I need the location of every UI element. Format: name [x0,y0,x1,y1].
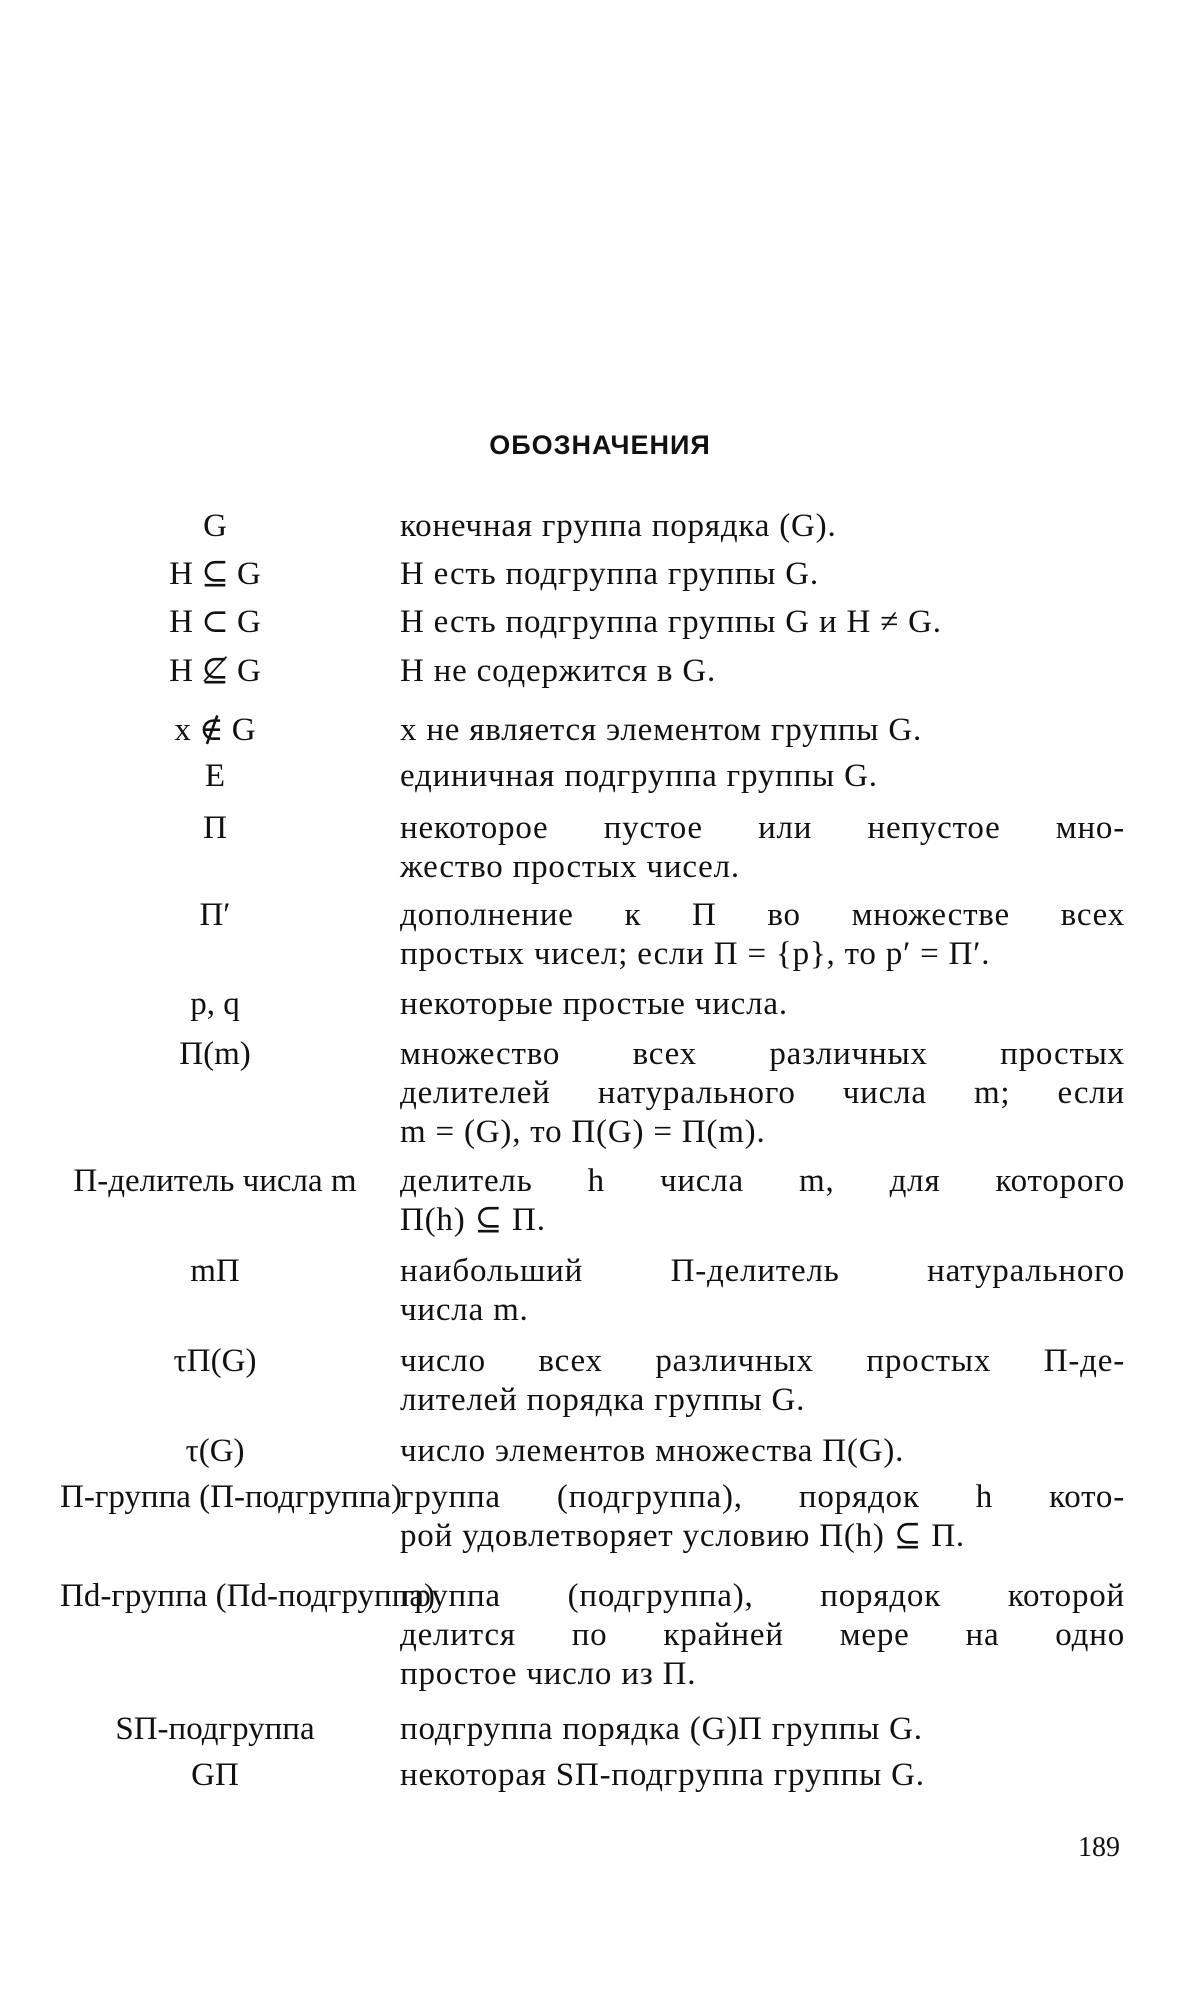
notation-symbol: Πd-группа (Πd-подгруппа) [60,1578,436,1614]
notation-symbol: GΠ [191,1757,239,1793]
description-line: конечная группа порядка (G). [400,508,837,544]
notation-description [400,507,1125,546]
notation-symbol: H ⊆ G [169,556,261,592]
notation-symbol: τΠ(G) [173,1343,257,1379]
description-line: множество всех различных простых [400,1036,1125,1072]
description-line: x не является элементом группы G. [400,712,923,748]
description-line: H не содержится в G. [400,653,717,689]
notation-symbol: x ∉ G [174,712,256,748]
notation-symbol: Π [203,810,227,846]
description-line: числа m. [400,1292,529,1328]
page-title: ОБОЗНАЧЕНИЯ [489,430,711,460]
description-line: подгруппа порядка (G)Π группы G. [400,1711,923,1747]
description-line: делитель h числа m, для которого [400,1163,1125,1199]
description-line: m = (G), то Π(G) = Π(m). [400,1114,766,1150]
description-line: лителей порядка группы G. [400,1382,806,1418]
description-line: число всех различных простых Π-де- [400,1343,1125,1379]
notation-symbol: Π-группа (Π-подгруппа) [60,1479,403,1515]
notation-symbol: E [204,758,226,794]
notation-symbol: G [203,508,227,544]
description-line: простых чисел; если Π = {p}, то p′ = Π′. [400,936,991,972]
description-line: простое число из Π. [400,1656,697,1692]
notation-description [400,1432,1125,1471]
description-line: некоторая SΠ-подгруппа группы G. [400,1757,925,1793]
description-line: Π(h) ⊆ Π. [400,1202,546,1238]
description-line: делится по крайней мере на одно [400,1617,1125,1653]
description-line: наибольший Π-делитель натурального [400,1253,1125,1289]
description-line: дополнение к Π во множестве всех [400,897,1125,933]
notation-description [400,603,1125,642]
notation-description [400,652,1125,691]
notation-description [400,757,1125,796]
description-line: H есть подгруппа группы G и H ≠ G. [400,604,942,640]
description-line: некоторые простые числа. [400,986,788,1022]
description-line: единичная подгруппа группы G. [400,758,878,794]
description-line: рой удовлетворяет условию Π(h) ⊆ Π. [400,1518,965,1554]
notation-symbol: τ(G) [185,1433,245,1469]
notation-symbol: H ⊂ G [169,604,261,640]
description-line: число элементов множества Π(G). [400,1433,905,1469]
description-line: жество простых чисел. [400,849,740,885]
description-line: H есть подгруппа группы G. [400,556,819,592]
description-line: некоторое пустое или непустое мно- [400,810,1125,846]
notation-symbol: SΠ-подгруппа [115,1711,315,1747]
notation-description [400,555,1125,594]
notation-description [400,809,1125,887]
notation-symbol: p, q [190,986,240,1022]
notation-description [400,1756,1125,1795]
page-number: 189 [1078,1832,1120,1863]
notation-description [400,1342,1125,1420]
notation-description [400,896,1125,974]
notation-description [400,1162,1125,1240]
notation-symbol: Π-делитель числа m [73,1163,357,1199]
notation-description [400,711,1125,750]
notation-description [400,1710,1125,1749]
notation-description [400,1035,1125,1152]
notation-description [400,1577,1125,1694]
notation-symbol: Π(m) [179,1036,251,1072]
notation-symbol: H ⊈ G [169,653,261,689]
description-line: группа (подгруппа), порядок h кото- [400,1479,1125,1515]
description-line: группа (подгруппа), порядок которой [400,1578,1125,1614]
description-line: делителей натурального числа m; если [400,1075,1125,1111]
notation-description [400,1478,1125,1556]
notation-description [400,1252,1125,1330]
notation-symbol: Π′ [199,897,231,933]
notation-description [400,985,1125,1024]
notation-symbol: mΠ [190,1253,240,1289]
